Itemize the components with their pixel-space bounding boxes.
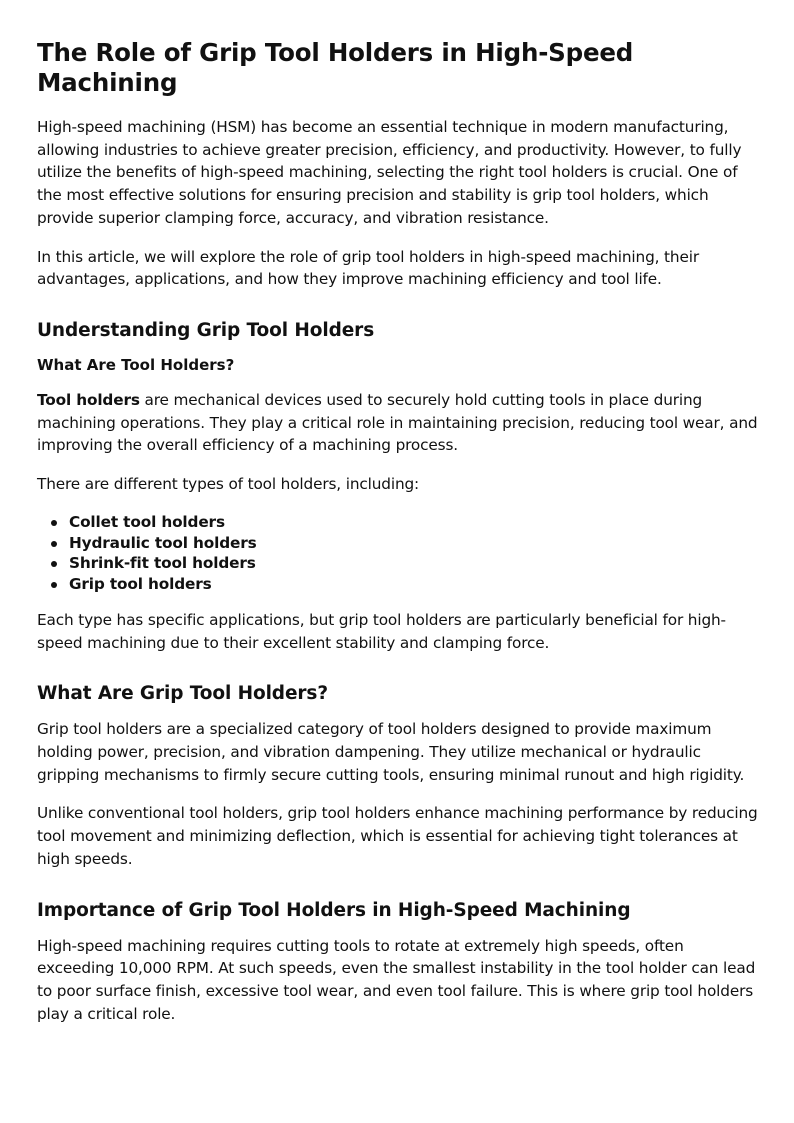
list-item: [69, 574, 758, 595]
section-what-are-grip-tool-holders: [37, 682, 758, 870]
bullet-icon: [51, 520, 57, 526]
list-item-label: Grip tool holders: [69, 575, 212, 594]
intro-paragraph-2: In this article, we will explore the role of grip tool holders in high-speed machining, their advantages, applications, and how they improve machining efficiency and tool life.: [37, 247, 699, 289]
section-heading-importance: Importance of Grip Tool Holders in High-Speed Machining: [37, 899, 631, 921]
subheading-what-are-tool-holders: What Are Tool Holders?: [37, 355, 235, 374]
list-item: [69, 533, 758, 554]
importance-paragraph-1: High-speed machining requires cutting tools to rotate at extremely high speeds, often exceeding 10,000 RPM. At such speeds, even the smallest instability in the tool holder can lead to poor surface finish, excessive tool wear, and even tool failure. This is where grip tool holders play a critical role.: [37, 936, 756, 1023]
tool-holder-types-list: [37, 512, 758, 595]
bullet-icon: [51, 541, 57, 547]
section-importance: [37, 899, 758, 1026]
page-title: The Role of Grip Tool Holders in High-Speed Machining: [37, 38, 634, 97]
section-heading-understanding: Understanding Grip Tool Holders: [37, 319, 375, 341]
list-item-label: Collet tool holders: [69, 512, 225, 531]
section-heading-what-are: What Are Grip Tool Holders?: [37, 683, 328, 705]
section-understanding: [37, 319, 758, 654]
list-item: [69, 512, 758, 533]
what-are-paragraph-1: Grip tool holders are a specialized category of tool holders designed to provide maximum holding power, precision, and vibration dampening. They utilize mechanical or hydraulic gripping mechanisms to firmly secure cutting tools, ensuring minimal runout and high rigidity.: [37, 720, 745, 784]
bullet-icon: [51, 561, 57, 567]
bullet-icon: [51, 582, 57, 588]
types-outro: Each type has specific applications, but grip tool holders are particularly beneficial for high-speed machining due to their excellent stability and clamping force.: [37, 610, 726, 652]
intro-paragraph-1: High-speed machining (HSM) has become an essential technique in modern manufacturing, allowing industries to achieve greater precision, efficiency, and productivity. However, to fully utilize the benefits of high-speed machining, selecting the right tool holders is crucial. One of the most effective solutions for ensuring precision and stability is grip tool holders, which provide superior clamping force, accuracy, and vibration resistance.: [37, 118, 742, 227]
definition-term: Tool holders: [37, 390, 140, 409]
definition-text: are mechanical devices used to securely hold cutting tools in place during machining operations. They play a critical role in maintaining precision, reducing tool wear, and improving the overall efficiency of a machining process.: [37, 390, 758, 455]
list-item-label: Hydraulic tool holders: [69, 533, 257, 552]
list-item: [69, 553, 758, 574]
types-intro: There are different types of tool holders, including:: [37, 475, 420, 494]
list-item-label: Shrink-fit tool holders: [69, 554, 256, 573]
definition-paragraph: [37, 389, 758, 457]
what-are-paragraph-2: Unlike conventional tool holders, grip tool holders enhance machining performance by reducing tool movement and minimizing deflection, which is essential for achieving tight tolerances at high speeds.: [37, 804, 758, 868]
